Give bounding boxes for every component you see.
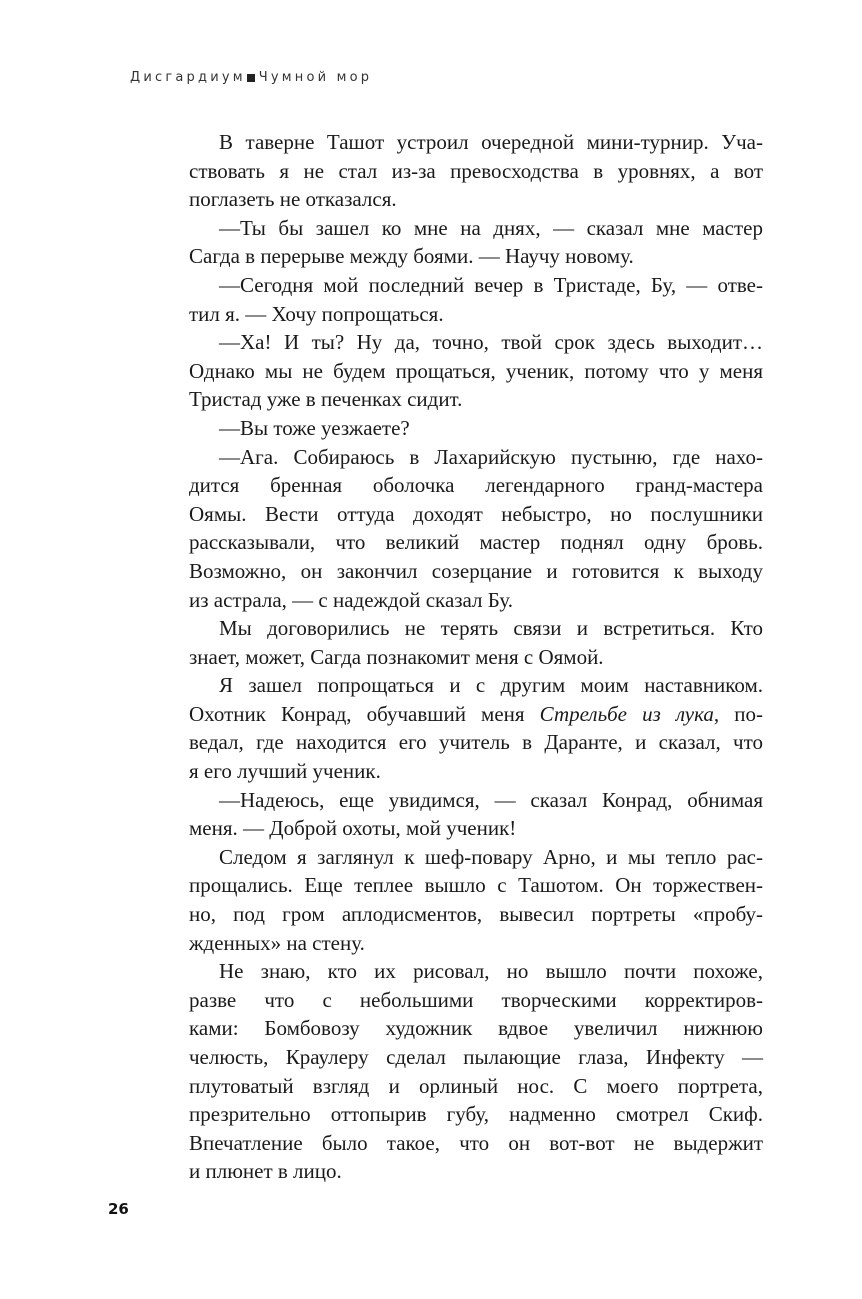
text-line: челюсть, Краулеру сделал пылающие глаза, Инфекту — [189, 1045, 763, 1069]
text-line: Однако мы не будем прощаться, ученик, потому что у меня [189, 358, 763, 383]
text-line: меня. — Доброй охоты, мой ученик! [189, 816, 517, 841]
text-line: я его лучший ученик. [189, 759, 381, 784]
text-line: жденных» на стену. [189, 930, 365, 955]
text-line: рассказывали, что великий мастер поднял одну бровь. [189, 530, 763, 555]
text-line: —Сегодня мой последний вечер в Тристаде, Бу, — отве- [219, 272, 763, 297]
text-line: из астрала, — с надеждой сказал Бу. [189, 587, 513, 612]
text-line-with-italic [189, 700, 763, 729]
text-line: —Ага. Собираюсь в Лахарийскую пустыню, где нахо- [219, 444, 763, 469]
text-line: знает, может, Сагда познакомит меня с Оямой. [189, 644, 604, 669]
text-line: презрительно оттопырив губу, надменно смотрел Скиф. [189, 1102, 763, 1127]
text-line: Впечатление было такое, что он вот-вот не выдержит [189, 1130, 763, 1155]
text-line: тил я. — Хочу попрощаться. [189, 301, 444, 326]
text-line: В таверне Ташот устроил очередной мини-турнир. Уча- [219, 130, 763, 154]
text-line: Оямы. Вести оттуда доходят небыстро, но послушники [189, 501, 763, 526]
text-line: но, под гром аплодисментов, вывесил портреты «пробу- [189, 902, 763, 927]
text-line: Возможно, он закончил созерцание и готовится к выходу [189, 558, 763, 583]
text-line: ствовать я не стал из-за превосходства в уровнях, а вот [189, 158, 763, 183]
text-line: Мы договорились не терять связи и встретиться. Кто [219, 616, 763, 641]
page-number: 26 [108, 1200, 129, 1218]
square-bullet-icon [247, 74, 255, 82]
running-header [130, 70, 372, 85]
italic-skill-name: Стрельбе из лука [539, 701, 714, 726]
text-line: ведал, где находится его учитель в Даранте, и сказал, что [189, 730, 763, 755]
text-segment: , по- [713, 701, 763, 726]
text-line: поглазеть не отказался. [189, 187, 397, 212]
text-line: ками: Бомбовозу художник вдвое увеличил нижнюю [189, 1016, 763, 1041]
text-line: Не знаю, кто их рисовал, но вышло почти похоже, [219, 959, 763, 984]
text-segment: Охотник Конрад, обучавший меня [189, 701, 540, 726]
book-title: Дисгардиум [130, 70, 246, 85]
section-title: Чумной мор [258, 70, 373, 85]
text-line: Тристад уже в печенках сидит. [189, 387, 463, 412]
text-line: плутоватый взгляд и орлиный нос. С моего портрета, [189, 1073, 763, 1098]
text-line: —Ты бы зашел ко мне на днях, — сказал мне мастер [219, 215, 763, 240]
text-line: Я зашел попрощаться и с другим моим наставником. [219, 673, 763, 698]
text-line: прощались. Еще теплее вышло с Ташотом. Он торжествен- [189, 873, 763, 898]
text-line: и плюнет в лицо. [189, 1159, 342, 1184]
text-line: дится бренная оболочка легендарного гранд-мастера [189, 473, 763, 498]
text-line: Сагда в перерыве между боями. — Научу новому. [189, 244, 634, 269]
text-line: Следом я заглянул к шеф-повару Арно, и мы тепло рас- [219, 844, 763, 869]
text-line: —Ха! И ты? Ну да, точно, твой срок здесь выходит… [219, 330, 763, 355]
text-line: разве что с небольшими творческими корректиров- [189, 987, 763, 1012]
body-text [189, 128, 763, 1186]
text-line: —Надеюсь, еще увидимся, — сказал Конрад, обнимая [219, 787, 763, 812]
text-line: —Вы тоже уезжаете? [219, 415, 410, 440]
